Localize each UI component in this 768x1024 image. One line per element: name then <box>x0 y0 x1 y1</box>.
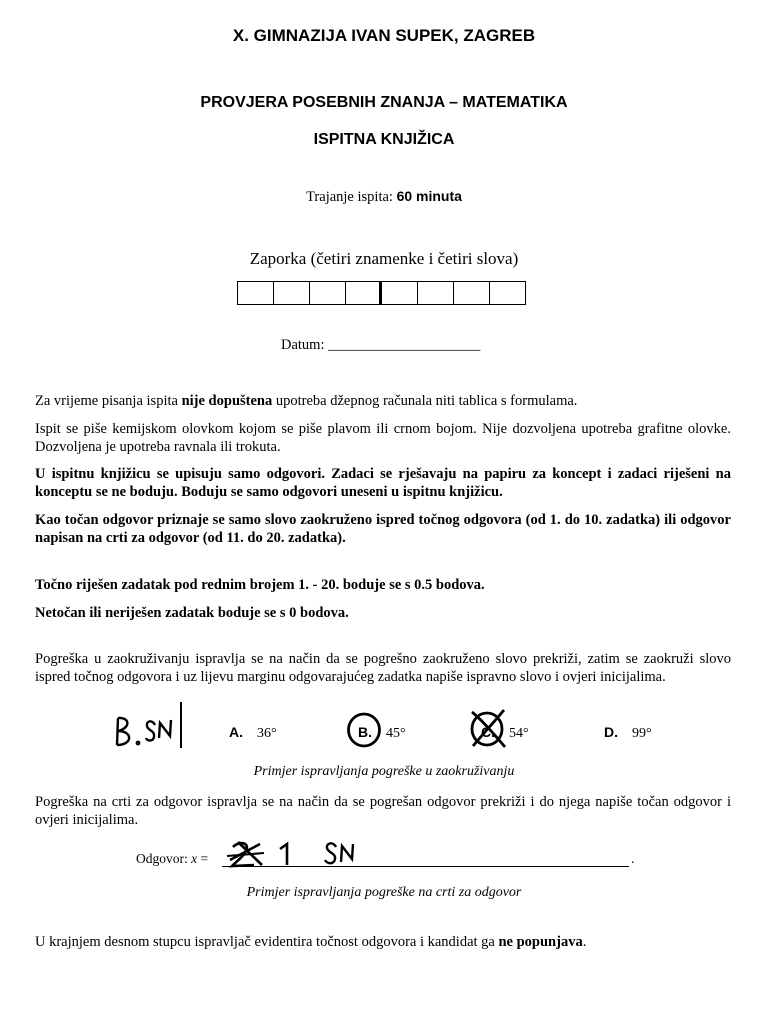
code-cell[interactable] <box>490 282 526 304</box>
instruction-valid-answer: Kao točan odgovor priznaje se samo slovo zaokruženo ispred točnog odgovora (od 1. do 10. zadatka) ili odgovor napisan na crti za odgovor (od 11. do 20. zadatka). <box>35 512 731 546</box>
code-cell[interactable] <box>382 282 418 304</box>
code-label: Zaporka (četiri znamenke i četiri slova) <box>249 249 519 268</box>
handwritten-b-sn <box>112 714 176 748</box>
date-label: Datum: <box>281 337 325 353</box>
option-d[interactable]: D. 99° <box>604 724 652 741</box>
code-boxes[interactable] <box>237 281 526 305</box>
instruction-calculator: Za vrijeme pisanja ispita nije dopuštena upotreba džepnog računala niti tablica s formulama. <box>35 393 578 409</box>
instruction-scoring-incorrect: Netočan ili neriješen zadatak boduje se s 0 bodova. <box>35 605 349 621</box>
duration-value: 60 minuta <box>396 188 462 204</box>
caption-circle-correction: Primjer ispravljanja pogreške u zaokruživanju <box>253 764 515 779</box>
handwritten-answer-correction <box>224 838 374 872</box>
code-cell[interactable] <box>274 282 310 304</box>
margin-line <box>180 702 182 748</box>
code-cell[interactable] <box>418 282 454 304</box>
option-a[interactable]: A. 36° <box>229 724 277 741</box>
option-c[interactable]: C. 54° <box>481 724 529 741</box>
answer-line-label: Odgovor: x = <box>136 851 209 866</box>
exam-duration <box>0 188 768 206</box>
school-name: X. GIMNAZIJA IVAN SUPEK, ZAGREB <box>232 26 536 45</box>
caption-line-correction: Primjer ispravljanja pogreške na crti za odgovor <box>246 885 522 900</box>
exam-title: PROVJERA POSEBNIH ZNANJA – MATEMATIKA <box>200 94 568 111</box>
code-cell[interactable] <box>238 282 274 304</box>
instruction-grader-column: U krajnjem desnom stupcu ispravljač evidentira točnost odgovora i kandidat ga ne popunjava. <box>35 934 587 950</box>
instruction-scoring-correct: Točno riješen zadatak pod rednim brojem 1. - 20. boduje se s 0.5 bodova. <box>35 577 485 593</box>
date-blank[interactable]: _____________________ <box>328 337 481 353</box>
date-line[interactable] <box>281 337 480 354</box>
answer-line-end: . <box>631 852 635 867</box>
booklet-title: ISPITNA KNJIŽICA <box>313 131 455 148</box>
code-cell[interactable] <box>454 282 490 304</box>
duration-label: Trajanje ispita: <box>306 189 393 205</box>
instruction-pen: Ispit se piše kemijskom olovkom kojom se piše plavom ili crnom bojom. Nije dozvoljena upotreba grafitne olovke. Dozvoljena je upotreba ravnala ili trokuta. <box>35 421 731 455</box>
code-cell[interactable] <box>346 282 382 304</box>
instruction-circle-correction: Pogreška u zaokruživanju ispravlja se na način da se pogrešno zaokruženo slovo prekriži, zatim se zaokruži slovo ispred točnog odgovora i uz lijevu marginu odgovarajućeg zadatka napiše ispravno slovo i ovjeri inicijalima. <box>35 651 731 685</box>
option-b[interactable]: B. 45° <box>358 724 406 741</box>
instruction-answers-only: U ispitnu knjižicu se upisuju samo odgovori. Zadaci se rješavaju na papiru za koncept i zadaci riješeni na konceptu se ne boduju. Boduju se samo odgovori uneseni u ispitnu knjižicu. <box>35 466 731 500</box>
code-cell[interactable] <box>310 282 346 304</box>
instruction-line-correction: Pogreška na crti za odgovor ispravlja se na način da se pogrešan odgovor prekriži i do njega napiše točan odgovor i ovjeri inicijalima. <box>35 794 731 828</box>
